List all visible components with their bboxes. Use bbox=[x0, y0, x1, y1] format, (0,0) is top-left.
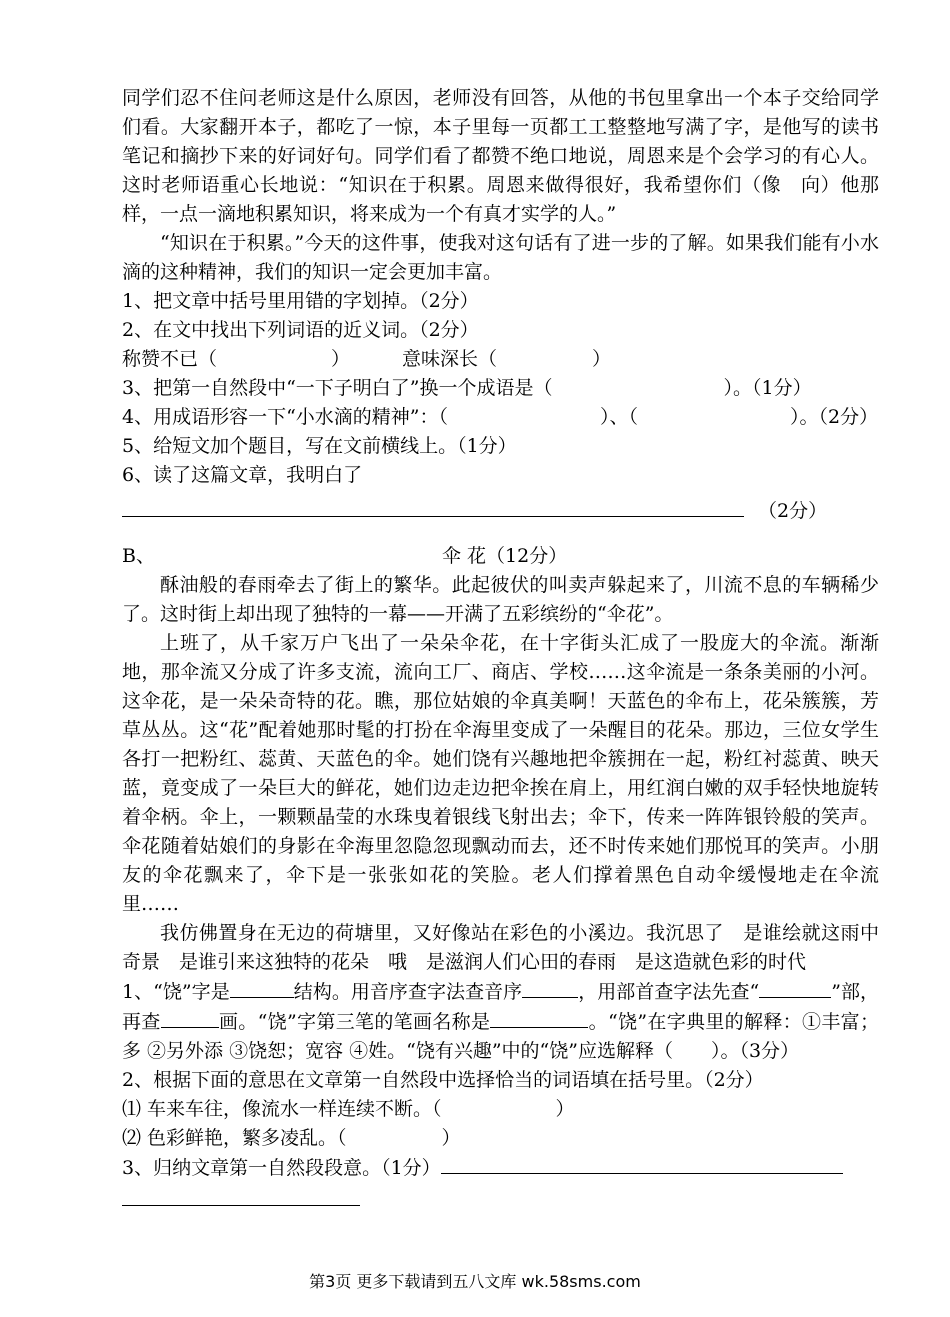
passage-b-paragraph-2: 上班了，从千家万户飞出了一朵朵伞花，在十字街头汇成了一股庞大的伞流。渐渐地，那伞流又分成了许多支流，流向工厂、商店、学校……这伞流是一条条美丽的小河。这伞花，是一朵朵奇特的花。瞧，那位姑娘的伞真美啊！天蓝色的伞布上，花朵簇簇，芳草丛丛。这“花”配着她那时髦的打扮在伞海里变成了一朵醒目的花朵。那边，三位女学生各打一把粉红、蕊黄、天蓝色的伞。她们饶有兴趣地把伞簇拥在一起，粉红衬蕊黄、映天蓝，竟变成了一朵巨大的鲜花，她们边走边把伞挨在肩上，用红润白嫩的双手轻快地旋转着伞柄。伞上，一颗颗晶莹的水珠曳着银线飞射出去；伞下，传来一阵阵银铃般的笑声。伞花随着姑娘们的身影在伞海里忽隐忽现飘动而去，还不时传来她们那悦耳的笑声。小朋友的伞花飘来了，伞下是一张张如花的笑脸。老人们撑着黑色自动伞缓慢地走在伞流里…… bbox=[122, 632, 879, 915]
question-a2: 2、在文中找出下列词语的近义词。（2分） bbox=[122, 319, 479, 341]
q6-answer-line[interactable] bbox=[122, 494, 744, 517]
passage-b-heading bbox=[122, 542, 879, 571]
stroke-name-blank[interactable] bbox=[490, 1007, 588, 1028]
q6-points: （2分） bbox=[758, 500, 828, 522]
question-a2-answers bbox=[122, 345, 879, 374]
passage-a-paragraph-1: 同学们忍不住问老师这是什么原因，老师没有回答，从他的书包里拿出一个本子交给同学们看。大家翻开本子，都吃了一惊，本子里每一页都工工整整地写满了字，是他写的读书笔记和摘抄下来的好词好句。同学们看了都赞不绝口地说，周恩来是个会学习的有心人。这时老师语重心长地说：“知识在于积累。周恩来做得很好，我希望你们（像 向）他那样，一点一滴地积累知识，将来成为一个有真才实学的人。” bbox=[122, 87, 879, 225]
q-b1-part-f: 。“饶”在字典里的解释：①丰富；多 ②另外添 ③饶恕；宽容 ④姓。“饶有兴趣”中的“饶”应选解释（ ）。（3分） bbox=[122, 1011, 879, 1062]
question-a5: 5、给短文加个题目，写在文前横线上。（1分） bbox=[122, 435, 517, 457]
q2-word-1: 称赞不已 bbox=[122, 348, 199, 370]
question-a6-answer-row bbox=[122, 494, 879, 526]
page-footer: 第3页 更多下载请到五八文库 wk.58sms.com bbox=[309, 1272, 641, 1291]
q-b1-part-e: 画。“饶”字第三笔的笔画名称是 bbox=[218, 1011, 491, 1033]
structure-blank[interactable] bbox=[230, 977, 294, 998]
passage-b-title: 伞 花（12分） bbox=[442, 545, 568, 567]
q2-answer-blank-2[interactable]: （ ） bbox=[478, 348, 612, 370]
pinyin-initial-blank[interactable] bbox=[522, 977, 578, 998]
question-b2-item-1: ⑴ 车来车往，像流水一样连续不断。（ ） bbox=[122, 1098, 575, 1120]
question-b2-item-2: ⑵ 色彩鲜艳，繁多凌乱。（ ） bbox=[122, 1127, 461, 1149]
passage-a-paragraph-2: “知识在于积累。”今天的这件事，使我对这句话有了进一步的了解。如果我们能有小水滴的这种精神，我们的知识一定会更加丰富。 bbox=[122, 232, 879, 283]
passage-b-label: B、 bbox=[122, 545, 155, 567]
q-b3-answer-line-2[interactable] bbox=[122, 1183, 360, 1206]
question-a4: 4、用成语形容一下“小水滴的精神”：（ ）、（ ）。（2分） bbox=[122, 406, 879, 428]
q-b1-part-c: ，用部首查字法先查“ bbox=[578, 981, 760, 1003]
question-a1: 1、把文章中括号里用错的字划掉。（2分） bbox=[122, 290, 479, 312]
question-b3: 3、归纳文章第一自然段段意。（1分） bbox=[122, 1157, 441, 1179]
q2-word-2: 意味深长 bbox=[402, 348, 479, 370]
q-b1-part-b: 结构。用音序查字法查音序 bbox=[293, 981, 523, 1003]
question-b1 bbox=[122, 977, 879, 1066]
passage-b-paragraph-1: 酥油般的春雨牵去了街上的繁华。此起彼伏的叫卖声躲起来了，川流不息的车辆稀少了。这时街上却出现了独特的一幕——开满了五彩缤纷的“伞花”。 bbox=[122, 574, 879, 625]
question-a6: 6、读了这篇文章，我明白了 bbox=[122, 464, 363, 486]
passage-b-paragraph-3: 我仿佛置身在无边的荷塘里，又好像站在彩色的小溪边。我沉思了 是谁绘就这雨中奇景 是谁引来这独特的花朵 哦 是滋润人们心田的春雨 是这造就色彩的时代 bbox=[122, 922, 879, 973]
q-b1-part-a: 1、“饶”字是 bbox=[122, 981, 230, 1003]
question-b3-row bbox=[122, 1153, 879, 1183]
question-a3: 3、把第一自然段中“一下子明白了”换一个成语是（ ）。（1分） bbox=[122, 377, 812, 399]
worksheet-page bbox=[122, 84, 879, 1206]
q-b1-part-d: ”部，再查 bbox=[122, 981, 879, 1033]
q2-answer-blank-1[interactable]: （ ） bbox=[198, 348, 351, 370]
radical-blank[interactable] bbox=[759, 977, 831, 998]
question-b2: 2、根据下面的意思在文章第一自然段中选择恰当的词语填在括号里。（2分） bbox=[122, 1069, 764, 1091]
stroke-count-blank[interactable] bbox=[161, 1007, 219, 1028]
q-b3-answer-line[interactable] bbox=[441, 1153, 843, 1174]
